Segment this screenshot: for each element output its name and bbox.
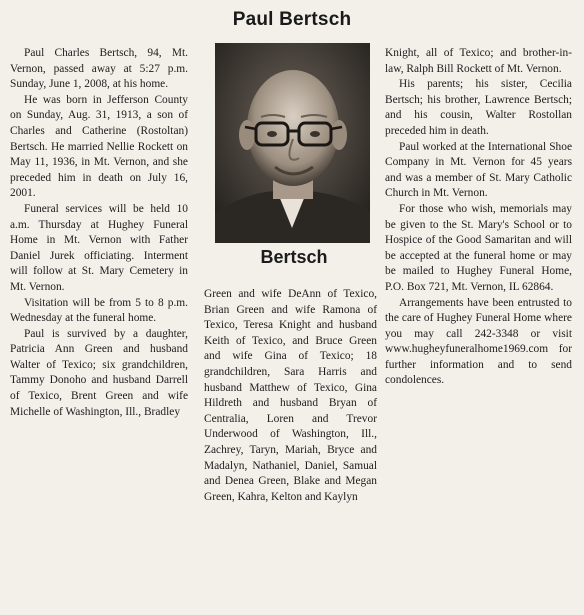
paragraph: Green and wife DeAnn of Texico, Brian Green and wife Ramona of Texico, Teresa Knight and husband Keith of Texico, and Bruce Green and wife Gina of Texico; 18 grandchildren, Sara Harris and husband Matthew of Texico, Gina Hildreth and husband Bryan of Centralia, Loren and Trevor Underwood of Washington, Ill., Zachrey, Taryn, Mariah, Bryce and Madalyn, Nathaniel, Daniel, Samual and Denea Green, Blake and Megan Green, Kahra, Kelton and Kaylyn (204, 288, 377, 503)
portrait-image (215, 43, 370, 243)
paragraph: Paul Charles Bertsch, 94, Mt. Vernon, passed away at 5:27 p.m. Sunday, June 1, 2008, at his home. (10, 47, 188, 91)
paragraph: For those who wish, memorials may be given to the St. Mary's School or to Hospice of the Good Samaritan and will be accepted at the funeral home or may be mailed to Hughey Funeral Home, P.O. Box 721, Mt. Vernon, IL 62864. (385, 202, 572, 293)
photo-caption: Bertsch (260, 247, 328, 267)
paragraph: His parents; his sister, Cecilia Bertsch; his brother, Lawrence Bertsch; and his cousin, Walter Rostollan preceded him in death. (385, 78, 572, 137)
paragraph: He was born in Jefferson County on Sunday, Aug. 31, 1913, a son of Charles and Catherine (Rostoltan) Bertsch. He married Nellie Rockett on May 11, 1936, in Mt. Vernon, and she preceded him in death on July 16, 2001. (10, 93, 188, 200)
paragraph: Knight, all of Texico; and brother-in-law, Ralph Bill Rockett of Mt. Vernon. (385, 47, 572, 75)
column-3 (385, 46, 572, 389)
paragraph: Paul is survived by a daughter, Patricia Ann Green and husband Walter of Texico; six grandchildren, Tammy Donoho and husband Darrell of Texico, Brent Green and wife Michelle of Washington, Ill., Bradley (10, 327, 188, 418)
portrait-photo (215, 43, 370, 243)
paragraph: Arrangements have been entrusted to the care of Hughey Funeral Home where you may call 242-3348 or visit www.hugheyfuneralhome1969.com for further information and to send condolences. (385, 296, 572, 387)
column-1 (10, 46, 188, 420)
paragraph: Paul worked at the International Shoe Company in Mt. Vernon for 45 years and was a member of St. Mary Catholic Church in Mt. Vernon. (385, 140, 572, 200)
paragraph: Visitation will be from 5 to 8 p.m. Wednesday at the funeral home. (10, 296, 188, 325)
headline: Paul Bertsch (232, 9, 352, 30)
column-2 (204, 287, 377, 505)
paragraph: Funeral services will be held 10 a.m. Thursday at Hughey Funeral Home in Mt. Vernon with Father Daniel Jurek officiating. Interment will follow at St. Mary Cemetery in Mt. Vernon. (10, 202, 188, 293)
